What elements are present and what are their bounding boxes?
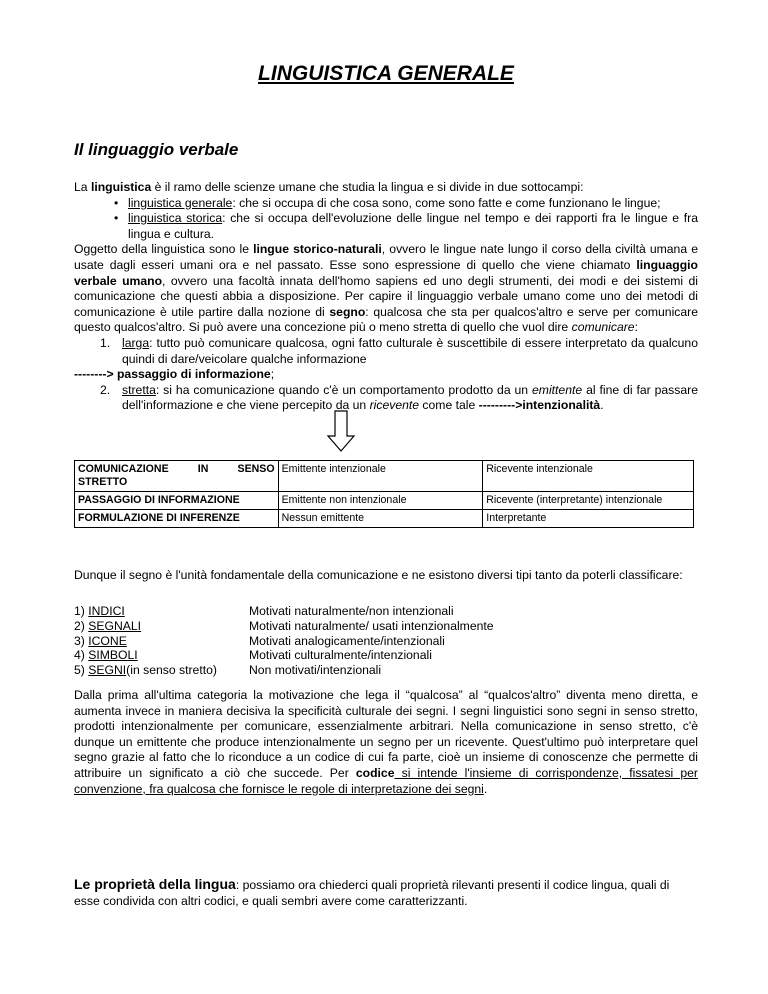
table-row bbox=[75, 461, 694, 492]
table-cell: Emittente intenzionale bbox=[278, 461, 483, 492]
list-item: • linguistica storica: che si occupa dell'evoluzione delle lingue nel tempo e dei rapporti fra le lingue e fra lingua e cultura. bbox=[114, 211, 698, 242]
table-cell: Nessun emittente bbox=[278, 510, 483, 528]
list-item: 1) INDICI Motivati naturalmente/non intenzionali bbox=[74, 604, 454, 618]
table-cell: PASSAGGIO DI INFORMAZIONE bbox=[75, 492, 279, 510]
code-paragraph: Dalla prima all'ultima categoria la motivazione che lega il “qualcosa” al “qualcos'altro” diventa meno diretta, e aumenta invece in maniera decisiva la specificità culturale dei segni. I segni linguistici sono segni in senso stretto, prodotti intenzionalmente per comunicare, essenzialmente arbitrari. Nella comunicazione in senso stretto, c'è dunque un emittente che produce intenzionalmente un segno per un ricevente. Quest'ultimo può interpretare quel segno grazie al fatto che lo riconduce a un codice di cui fa parte, cioè un insieme di conoscenze che permette di attribuire un significato a ciò che succede. Per codice si intende l'insieme di corrispondenze, fissatesi per convenzione, fra qualcosa che fornisce le regole di interpretazione dei segni. bbox=[74, 688, 698, 796]
list-item: 2. stretta: si ha comunicazione quando c'è un comportamento prodotto da un emittente al fine di far passare dell'informazione e che viene percepito da un ricevente come tale --------->intenzionalità. bbox=[100, 382, 698, 413]
table-cell: Ricevente intenzionale bbox=[483, 461, 694, 492]
sign-types-list bbox=[74, 604, 494, 678]
list-item: 5) SEGNI(in senso stretto) Non motivati/intenzionali bbox=[74, 663, 382, 678]
section-heading: Il linguaggio verbale bbox=[74, 140, 239, 159]
properties-paragraph: Le proprietà della lingua: possiamo ora chiederci quali proprietà rilevanti presenti il codice lingua, quali di esse condivida con altri codici, e quali sembri avere come caratterizzanti. bbox=[74, 876, 670, 908]
intro-paragraph: La linguistica è il ramo delle scienze umane che studia la lingua e si divide in due sottocampi: bbox=[74, 180, 584, 194]
table-cell: Interpretante bbox=[483, 510, 694, 528]
table-cell: Emittente non intenzionale bbox=[278, 492, 483, 510]
table-row bbox=[75, 492, 694, 510]
info-arrow-line: --------> passaggio di informazione; bbox=[74, 367, 275, 382]
list-item: 1. larga: tutto può comunicare qualcosa, ogni fatto culturale è suscettibile di essere interpretato da qualcuno quindi di dare/veicolare qualche informazione bbox=[100, 335, 698, 366]
list-item: 2) SEGNALI Motivati naturalmente/ usati intenzionalmente bbox=[74, 618, 494, 633]
list-item: 4) SIMBOLI Motivati culturalmente/intenzionali bbox=[74, 648, 432, 663]
table-cell: Ricevente (interpretante) intenzionale bbox=[483, 492, 694, 510]
subfield-list bbox=[74, 196, 698, 243]
after-table-paragraph: Dunque il segno è l'unità fondamentale della comunicazione e ne esistono diversi tipi tanto da poterli classificare: bbox=[74, 568, 683, 582]
table-row bbox=[75, 510, 694, 528]
communication-list bbox=[74, 336, 698, 367]
list-item: • linguistica generale: che si occupa di che cosa sono, come sono fatte e come funzionano le lingue; bbox=[114, 196, 698, 212]
list-item: 3) ICONE Motivati analogicamente/intenzionali bbox=[74, 633, 445, 648]
communication-table bbox=[74, 460, 694, 528]
intro-section bbox=[74, 180, 698, 414]
communication-list-2 bbox=[74, 383, 698, 414]
table-cell: FORMULAZIONE DI INFERENZE bbox=[75, 510, 279, 528]
page-title: LINGUISTICA GENERALE bbox=[258, 62, 514, 85]
body-paragraph: Oggetto della linguistica sono le lingue storico-naturali, ovvero le lingue nate lungo il corso della civiltà umana e usate dagli esseri umani ora e nel passato. Esse sono espressione di quello che viene chiamato linguaggio verbale umano, ovvero una facoltà innata dell'homo sapiens ed uno degli strumenti, dei modi e dei sistemi di comunicazione che questi abbia a disposizione. Per capire il linguaggio verbale umano come uno dei metodi di comunicazione è utile partire dalla nozione di segno: qualcosa che sta per qualcos'altro e serve per comunicare questo qualcos'altro. Si può avere una concezione più o meno stretta di quello che vuol dire comunicare: bbox=[74, 242, 699, 335]
table-cell: COMUNICAZIONE IN SENSO STRETTO bbox=[75, 461, 279, 492]
down-arrow-icon bbox=[326, 410, 356, 452]
